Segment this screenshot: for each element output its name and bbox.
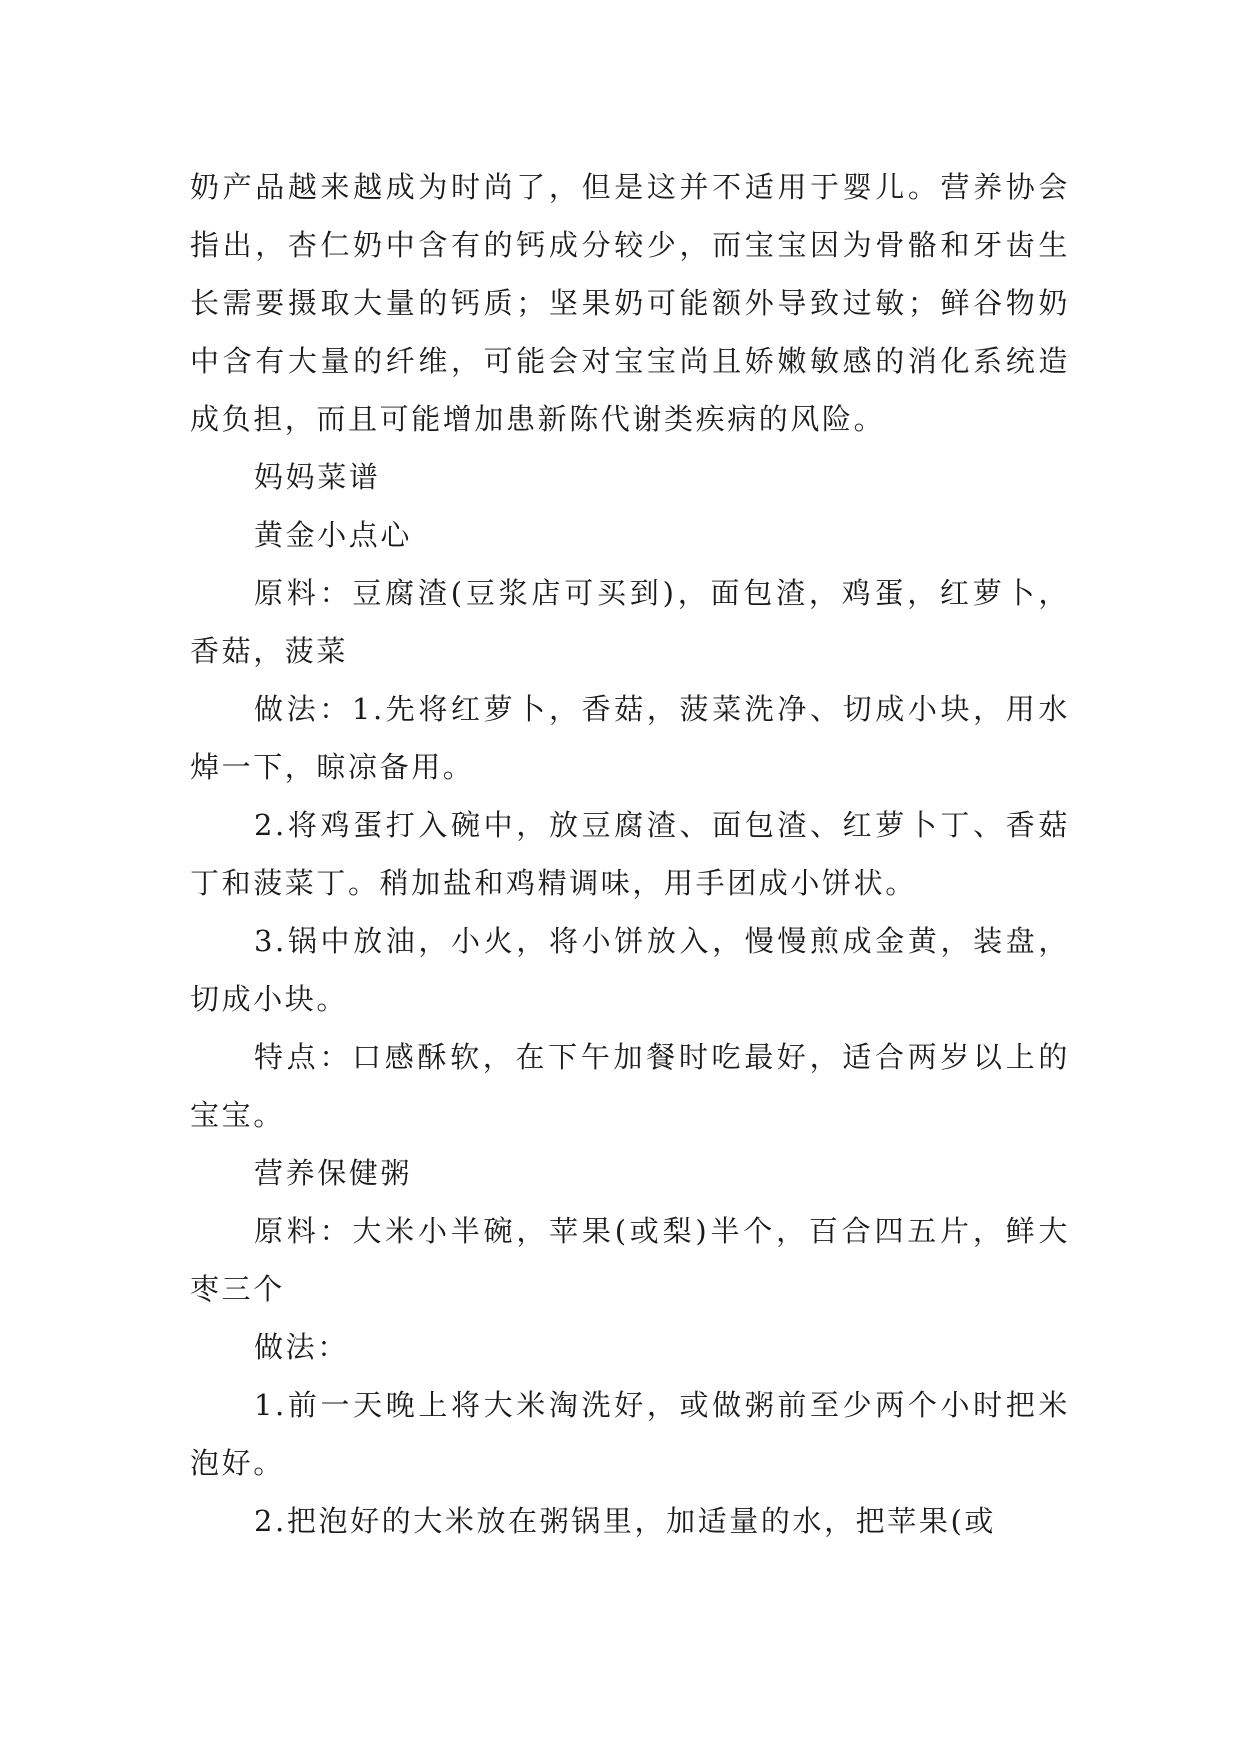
paragraph-ingredients-2: 原料：大米小半碗，苹果(或梨)半个，百合四五片，鲜大枣三个: [190, 1214, 1070, 1306]
paragraph-method-2-step-1: 1.前一天晚上将大米淘洗好，或做粥前至少两个小时把米泡好。: [190, 1388, 1070, 1480]
paragraph-method-2-step-2: 2.把泡好的大米放在粥锅里，加适量的水，把苹果(或: [254, 1504, 996, 1538]
paragraph-intro: 奶产品越来越成为时尚了，但是这并不适用于婴儿。营养协会指出，杏仁奶中含有的钙成分较少，而宝宝因为骨骼和牙齿生长需要摄取大量的钙质；坚果奶可能额外导致过敏；鲜谷物奶中含有大量的纤维，可能会对宝宝尚且娇嫩敏感的消化系统造成负担，而且可能增加患新陈代谢类疾病的风险。: [190, 170, 1070, 436]
recipe-title-golden-snack: 黄金小点心: [254, 518, 413, 552]
paragraph-method-1-step-3: 3.锅中放油，小火，将小饼放入，慢慢煎成金黄，装盘，切成小块。: [190, 924, 1070, 1016]
paragraph-features-1: 特点：口感酥软，在下午加餐时吃最好，适合两岁以上的宝宝。: [190, 1040, 1070, 1132]
recipe-title-health-porridge: 营养保健粥: [254, 1156, 413, 1190]
document-body: [190, 158, 1070, 1550]
paragraph-ingredients-1: 原料：豆腐渣(豆浆店可买到)，面包渣，鸡蛋，红萝卜，香菇，菠菜: [190, 576, 1070, 668]
section-heading-recipes: 妈妈菜谱: [254, 460, 381, 494]
paragraph-method-1-step-1: 做法：1.先将红萝卜，香菇，菠菜洗净、切成小块，用水焯一下，晾凉备用。: [190, 692, 1070, 784]
paragraph-method-2-heading: 做法：: [254, 1330, 349, 1364]
paragraph-method-1-step-2: 2.将鸡蛋打入碗中，放豆腐渣、面包渣、红萝卜丁、香菇丁和菠菜丁。稍加盐和鸡精调味，用手团成小饼状。: [190, 808, 1070, 900]
